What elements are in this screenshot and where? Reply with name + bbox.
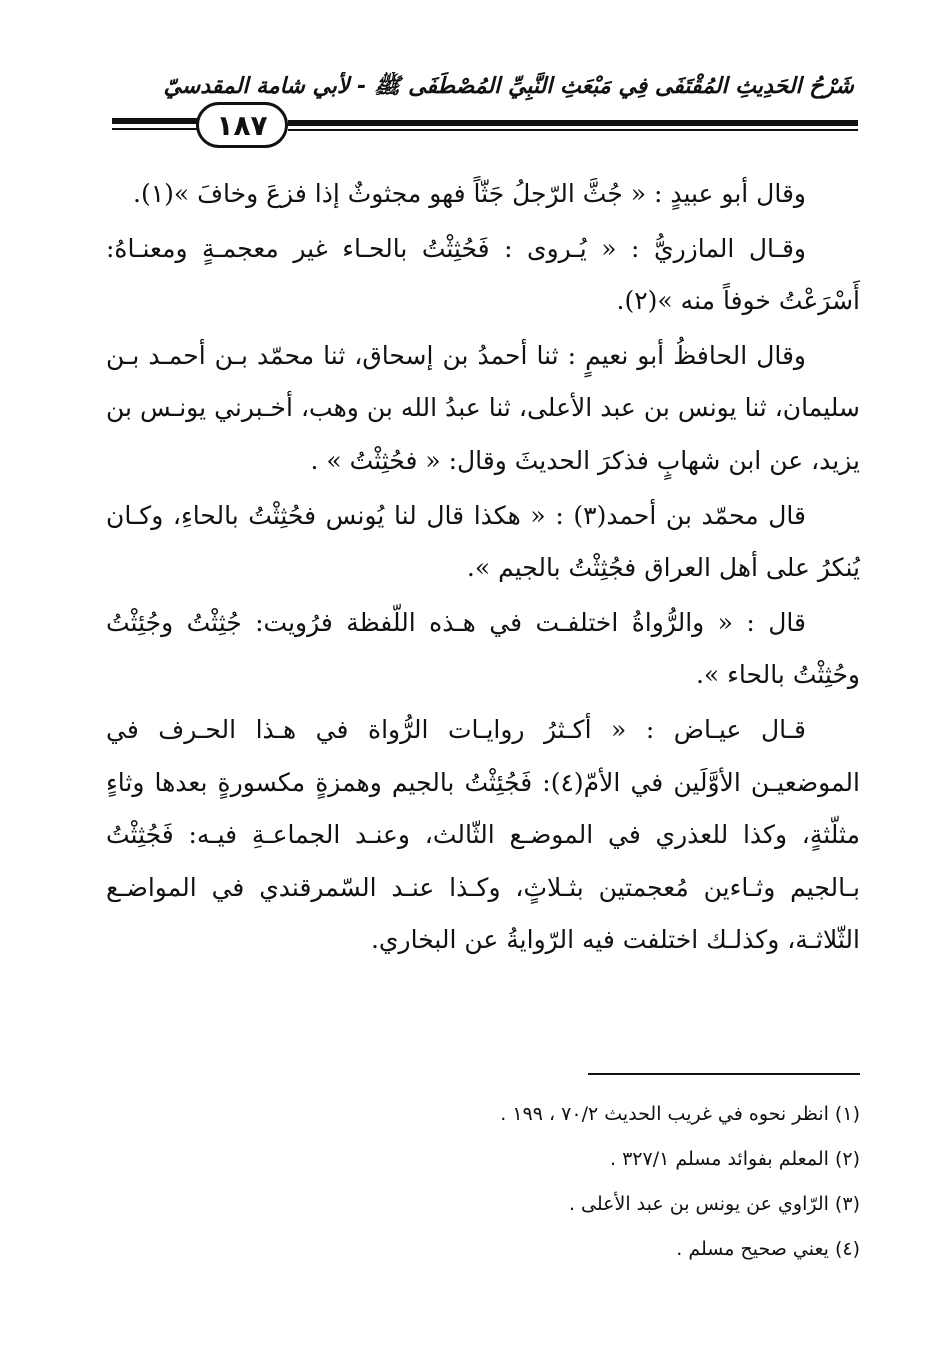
paragraph: قـال عيـاض : « أكـثرُ روايـات الرُّواة في هـذا الحـرف في الموضعيـن الأوَّلَين في الأمّ(٤): فَجُئِثْتُ بالجيم وهمزةٍ مكسورةٍ بعدها وثاءٍ مثلّثةٍ، وكذا للعذري في الموضـع الثّالث، وعنـد الجماعـةِ فيـه: فَجُثِثْتُ بـالجيم وثـاءين مُعجمتين بثـلاثٍ، وكـذا عنـد السّمرقندي في المواضـع الثّلاثـة، وكذلـك اختلفت فيه الرّوايةُ عن البخاري. — [106, 714, 860, 955]
footnotes — [106, 1092, 860, 1272]
footnote-item: (٣) الرّاوي عن يونس بن عبد الأعلى . — [568, 1193, 860, 1215]
paragraph: قال محمّد بن أحمد(٣) : « هكذا قال لنا يُونس فحُثِثْتُ بالحاءِ، وكـان يُنكرُ على أهل العراق فجُثِثْتُ بالجيم ». — [106, 500, 860, 583]
header-rule-left-thin — [112, 128, 198, 130]
paragraph: وقـال المازريُّ : « يُـروى : فَحُثِثْتُ بالحـاء غير معجمـةٍ ومعنـاهُ: أَسْرَعْتُ خوفاً منه »(٢). — [106, 233, 860, 316]
header-rule-left — [112, 118, 198, 124]
footnote-item: (١) انظر نحوه في غريب الحديث ٧٠/٢ ، ١٩٩ . — [500, 1103, 860, 1125]
header-rule-right-thin — [288, 129, 858, 131]
footnote-separator — [588, 1073, 860, 1075]
paragraph: قال : « والرُّواةُ اختلفـت في هـذه اللّفظة فرُويت: جُثِثْتُ وجُئِثْتُ وحُثِثْتُ بالحاء ». — [106, 607, 860, 690]
footnote-item: (٢) المعلم بفوائد مسلم ٣٢٧/١ . — [609, 1148, 860, 1170]
header-rule-right — [288, 120, 858, 126]
main-text — [106, 168, 860, 969]
footnote-item: (٤) يعني صحيح مسلم . — [676, 1238, 860, 1260]
header-title: شَرْحُ الحَدِيثِ المُقْتَفَى فِي مَبْعَثِ النَّبِيِّ المُصْطَفَى ﷺ - لأبي شامة المقدسيّ — [163, 74, 854, 99]
paragraph: وقال الحافظُ أبو نعيمٍ : ثنا أحمدُ بن إسحاق، ثنا محمّد بـن أحمـد بـن سليمان، ثنا يونس بن عبد الأعلى، ثنا عبدُ الله بن وهب، أخـبرني يونـس بن يزيد، عن ابن شهابٍ فذكرَ الحديثَ وقال: « فحُثِثْتُ » . — [106, 340, 860, 475]
paragraph: وقال أبو عبيدٍ : « جُثَّ الرّجلُ جَثّاً فهو مجثوثٌ إذا فزعَ وخافَ »(١). — [133, 179, 806, 208]
page-number: ١٨٧ — [196, 102, 288, 148]
